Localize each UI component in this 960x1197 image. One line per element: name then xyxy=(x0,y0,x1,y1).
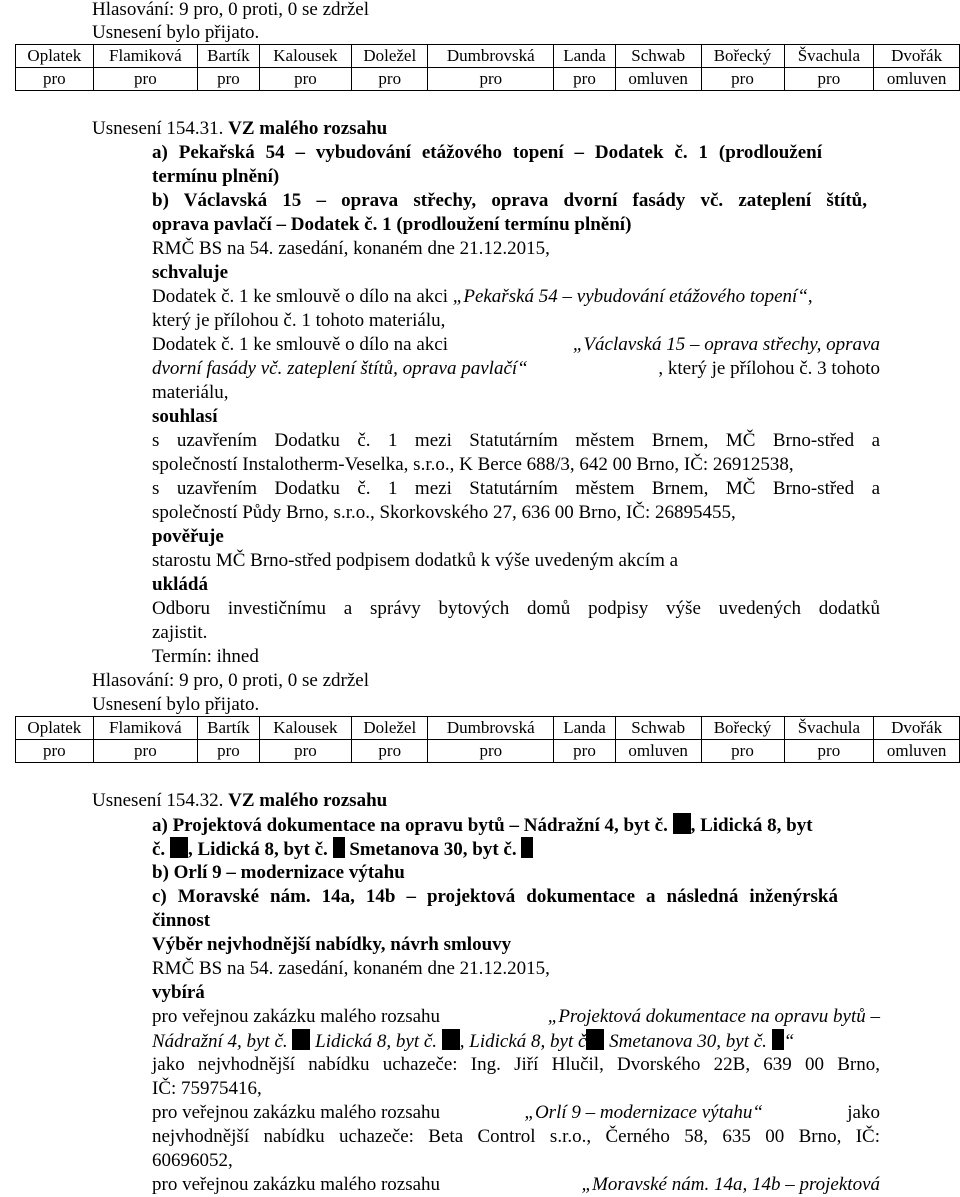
member-name: Dumbrovská xyxy=(428,45,554,68)
vote-cell: pro xyxy=(198,740,260,763)
selection-2-project: „Orlí 9 – modernizace výtahu“ xyxy=(524,1102,763,1123)
selection-1-addr-3: , Lidická 8, byt č xyxy=(459,1031,587,1052)
verb-souhlasi: souhlasí xyxy=(152,406,218,427)
vote-cell: omluven xyxy=(874,68,960,91)
consent-1-line-1: s uzavřením Dodatku č. 1 mezi Statutárním městem Brnem, MČ Brno-střed a xyxy=(152,430,880,451)
redacted-block xyxy=(673,813,691,834)
vote-cell: pro xyxy=(93,68,197,91)
member-name: Švachula xyxy=(784,45,874,68)
vote-cell: pro xyxy=(701,740,784,763)
amendment-1-line-1 xyxy=(152,285,813,309)
council-session-2: RMČ BS na 54. zasedání, konaném dne 21.12.2015, xyxy=(152,958,550,979)
task-line-2: zajistit. xyxy=(152,622,208,643)
selection-1-project: „Projektová dokumentace na opravu bytů – xyxy=(547,1006,880,1027)
resolution-subject: VZ malého rozsahu xyxy=(228,118,388,139)
vote-table-header xyxy=(16,717,960,740)
selection-1-text: pro veřejnou zakázku malého rozsahu xyxy=(152,1006,441,1027)
selection-1-addr-1: Nádražní 4, byt č. xyxy=(152,1031,288,1052)
selection-1-line-1 xyxy=(152,1005,880,1029)
vote-cell: pro xyxy=(784,68,874,91)
member-name: Kalousek xyxy=(259,717,351,740)
selection-2-jako: jako xyxy=(847,1102,880,1123)
vote-table-row xyxy=(16,740,960,763)
selection-3-project: „Moravské nám. 14a, 14b – projektová xyxy=(581,1174,880,1195)
redacted-block xyxy=(772,1029,784,1050)
selection-1-line-2 xyxy=(152,1029,794,1054)
amendment-2-appendix: , který je přílohou č. 3 tohoto xyxy=(658,358,880,379)
redacted-block xyxy=(442,1029,460,1050)
amendment-2-line-1 xyxy=(152,333,880,357)
resolution-heading-text: Usnesení 154.31. VZ malého rozsahu xyxy=(92,118,388,139)
vote-cell: omluven xyxy=(615,740,701,763)
vote-cell: pro xyxy=(428,740,554,763)
redacted-block xyxy=(586,1029,604,1050)
vote-cell: pro xyxy=(16,68,94,91)
vote-table-row xyxy=(16,68,960,91)
redacted-block xyxy=(170,837,188,858)
authorize-line: starostu MČ Brno-střed podpisem dodatků k výše uvedeným akcím a xyxy=(152,550,679,571)
amendment-2-line-3: materiálu, xyxy=(152,382,229,403)
resolution-heading-2-text: Usnesení 154.32. VZ malého rozsahu xyxy=(92,790,388,811)
vote-cell: pro xyxy=(352,68,428,91)
amendment-2-text: Dodatek č. 1 ke smlouvě o dílo na akci xyxy=(152,334,449,355)
vote-cell: pro xyxy=(259,68,351,91)
vote-cell: pro xyxy=(554,68,616,91)
vote-cell: pro xyxy=(428,68,554,91)
vote-table-header xyxy=(16,45,960,68)
task-line-1: Odboru investičnímu a správy bytových domů podpisy výše uvedených dodatků xyxy=(152,598,880,619)
member-name: Schwab xyxy=(615,717,701,740)
subject-c-line-2: činnost xyxy=(152,910,211,931)
vote-cell: pro xyxy=(259,740,351,763)
member-name: Bořecký xyxy=(701,717,784,740)
member-name: Landa xyxy=(554,717,616,740)
subject-a-text-3: č. xyxy=(152,839,166,860)
member-name: Švachula xyxy=(784,717,874,740)
vote-cell: pro xyxy=(198,68,260,91)
member-name: Oplatek xyxy=(16,717,94,740)
deadline: Termín: ihned xyxy=(152,646,259,667)
selection-1-line-3: jako nejvhodnější nabídku uchazeče: Ing. Jiří Hlučil, Dvorského 22B, 639 00 Brno, xyxy=(152,1054,880,1075)
subject-a-text-4: , Lidická 8, byt č. xyxy=(187,839,328,860)
council-session: RMČ BS na 54. zasedání, konaném dne 21.12.2015, xyxy=(152,238,550,259)
selection-2-line-1 xyxy=(152,1101,880,1125)
member-name: Dvořák xyxy=(874,717,960,740)
vote-result: Usnesení bylo přijato. xyxy=(92,694,260,715)
member-name: Landa xyxy=(554,45,616,68)
vote-cell: pro xyxy=(554,740,616,763)
vote-table-1 xyxy=(15,44,960,91)
resolution-subject: VZ malého rozsahu xyxy=(228,790,388,811)
subject-c-line-1: c) Moravské nám. 14a, 14b – projektová dokumentace a následná inženýrská xyxy=(152,886,838,907)
amendment-1-text: Dodatek č. 1 ke smlouvě o dílo na akci xyxy=(152,286,453,307)
subject-a-line-1 xyxy=(152,813,813,838)
vote-cell: omluven xyxy=(874,740,960,763)
subject-a-line-2: termínu plnění) xyxy=(152,166,280,187)
selection-3-line-1 xyxy=(152,1173,880,1197)
member-name: Flamiková xyxy=(93,45,197,68)
resolution-heading xyxy=(92,117,387,141)
consent-1-line-2: společností Instalotherm-Veselka, s.r.o., K Berce 688/3, 642 00 Brno, IČ: 26912538, xyxy=(152,454,794,475)
vote-summary: Hlasování: 9 pro, 0 proti, 0 se zdržel xyxy=(92,670,370,691)
selection-1-addr-2: Lidická 8, byt č. xyxy=(310,1031,438,1052)
subject-a-text: a) Projektová dokumentace na opravu bytů – Nádražní 4, byt č. xyxy=(152,815,668,836)
selection-2-text: pro veřejnou zakázku malého rozsahu xyxy=(152,1102,441,1123)
vote-cell: pro xyxy=(701,68,784,91)
verb-poveruje: pověřuje xyxy=(152,526,224,547)
redacted-block xyxy=(333,837,345,858)
subject-a-line-2 xyxy=(152,837,533,862)
selection-2-line-2: nejvhodnější nabídku uchazeče: Beta Control s.r.o., Černého 58, 635 00 Brno, IČ: xyxy=(152,1126,880,1147)
member-name: Dvořák xyxy=(874,45,960,68)
selection-2-line-3: 60696052, xyxy=(152,1150,233,1171)
verb-uklada: ukládá xyxy=(152,574,208,595)
subject-a-text-2: , Lidická 8, byt xyxy=(690,815,813,836)
verb-schvaluje: schvaluje xyxy=(152,262,228,283)
selection-1-addr-4: Smetanova 30, byt č. xyxy=(604,1031,767,1052)
member-name: Kalousek xyxy=(259,45,351,68)
vote-cell: pro xyxy=(352,740,428,763)
consent-2-line-2: společností Půdy Brno, s.r.o., Skorkovského 27, 636 00 Brno, IČ: 26895455, xyxy=(152,502,736,523)
subject-a-line-1: a) Pekařská 54 – vybudování etážového topení – Dodatek č. 1 (prodloužení xyxy=(152,142,822,163)
resolution-heading-2 xyxy=(92,789,387,813)
member-name: Flamiková xyxy=(93,717,197,740)
subject-a-text-5: Smetanova 30, byt č. xyxy=(344,839,517,860)
amendment-1-line-2: který je přílohou č. 1 tohoto materiálu, xyxy=(152,310,446,331)
vote-cell: omluven xyxy=(615,68,701,91)
member-name: Dumbrovská xyxy=(428,717,554,740)
member-name: Doležel xyxy=(352,45,428,68)
consent-2-line-1: s uzavřením Dodatku č. 1 mezi Statutárním městem Brnem, MČ Brno-střed a xyxy=(152,478,880,499)
member-name: Bartík xyxy=(198,45,260,68)
selection-3-text: pro veřejnou zakázku malého rozsahu xyxy=(152,1174,441,1195)
redacted-block xyxy=(292,1029,310,1050)
member-name: Doležel xyxy=(352,717,428,740)
amendment-2-project-1: „Václavská 15 – oprava střechy, oprava xyxy=(572,334,880,355)
subject-b-line-2: oprava pavlačí – Dodatek č. 1 (prodloužení termínu plnění) xyxy=(152,214,632,235)
member-name: Bořecký xyxy=(701,45,784,68)
vote-cell: pro xyxy=(784,740,874,763)
vote-summary-top: Hlasování: 9 pro, 0 proti, 0 se zdržel xyxy=(92,0,370,20)
member-name: Schwab xyxy=(615,45,701,68)
amendment-2-line-2 xyxy=(152,357,880,381)
selection-title: Výběr nejvhodnější nabídky, návrh smlouvy xyxy=(152,934,512,955)
amendment-1-project: „Pekařská 54 – vybudování etážového topení“ xyxy=(452,286,808,307)
selection-1-quote: “ xyxy=(783,1031,795,1052)
vote-result-top: Usnesení bylo přijato. xyxy=(92,22,260,43)
vote-cell: pro xyxy=(16,740,94,763)
member-name: Oplatek xyxy=(16,45,94,68)
vote-table-2 xyxy=(15,716,960,763)
amendment-2-project-2: dvorní fasády vč. zateplení štítů, oprava pavlačí“ xyxy=(152,358,528,379)
verb-vybira: vybírá xyxy=(152,982,205,1003)
subject-b: b) Orlí 9 – modernizace výtahu xyxy=(152,862,405,883)
member-name: Bartík xyxy=(198,717,260,740)
amendment-1-comma: , xyxy=(807,286,813,307)
subject-b-line-1: b) Václavská 15 – oprava střechy, oprava dvorní fasády vč. zateplení štítů, xyxy=(152,190,867,211)
redacted-block xyxy=(521,837,533,858)
selection-1-line-4: IČ: 75975416, xyxy=(152,1078,262,1099)
vote-cell: pro xyxy=(93,740,197,763)
